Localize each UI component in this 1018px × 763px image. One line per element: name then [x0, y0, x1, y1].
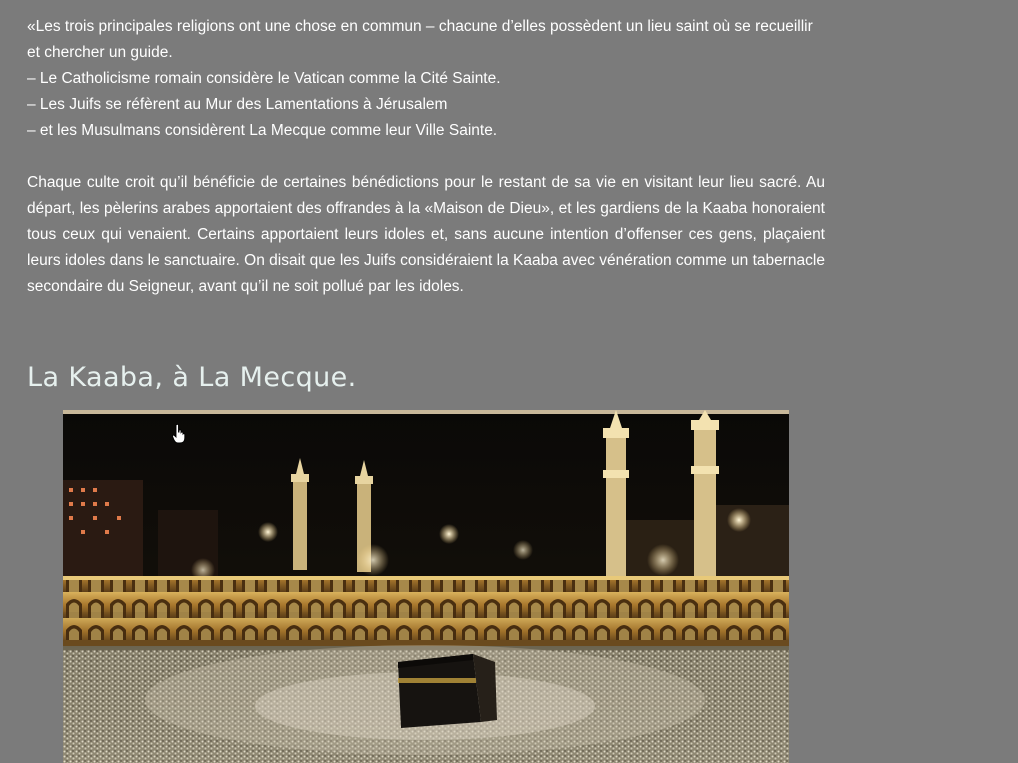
- kaaba-photo-illustration: [63, 410, 789, 763]
- intro-line: – Le Catholicisme romain considère le Vatican comme la Cité Sainte.: [27, 70, 501, 87]
- intro-block: [27, 14, 825, 144]
- intro-line: – et les Musulmans considèrent La Mecque comme leur Ville Sainte.: [27, 122, 498, 139]
- kaaba-photo: [63, 410, 789, 763]
- intro-line: «Les trois principales religions ont une chose en commun – chacune d’elles possèdent un lieu saint où se recueillir et chercher un guide.: [27, 18, 813, 61]
- section-title: La Kaaba, à La Mecque.: [27, 362, 357, 393]
- intro-line: – Les Juifs se réfèrent au Mur des Lamentations à Jérusalem: [27, 96, 448, 113]
- hand-pointer-cursor-icon: [172, 424, 186, 444]
- body-paragraph: Chaque culte croit qu’il bénéficie de certaines bénédictions pour le restant de sa vie en visitant leur lieu sacré. Au départ, les pèlerins arabes apportaient des offrandes à la «Maison de Dieu», et les gardiens de la Kaaba honoraient tous ceux qui venaient. Certains apportaient leurs idoles et, sans aucune intention d’offenser ces gens, plaçaient leurs idoles dans le sanctuaire. On disait que les Juifs considéraient la Kaaba avec vénération comme un tabernacle secondaire du Seigneur, avant qu’il ne soit pollué par les idoles.: [27, 174, 825, 295]
- article-body: [27, 14, 825, 300]
